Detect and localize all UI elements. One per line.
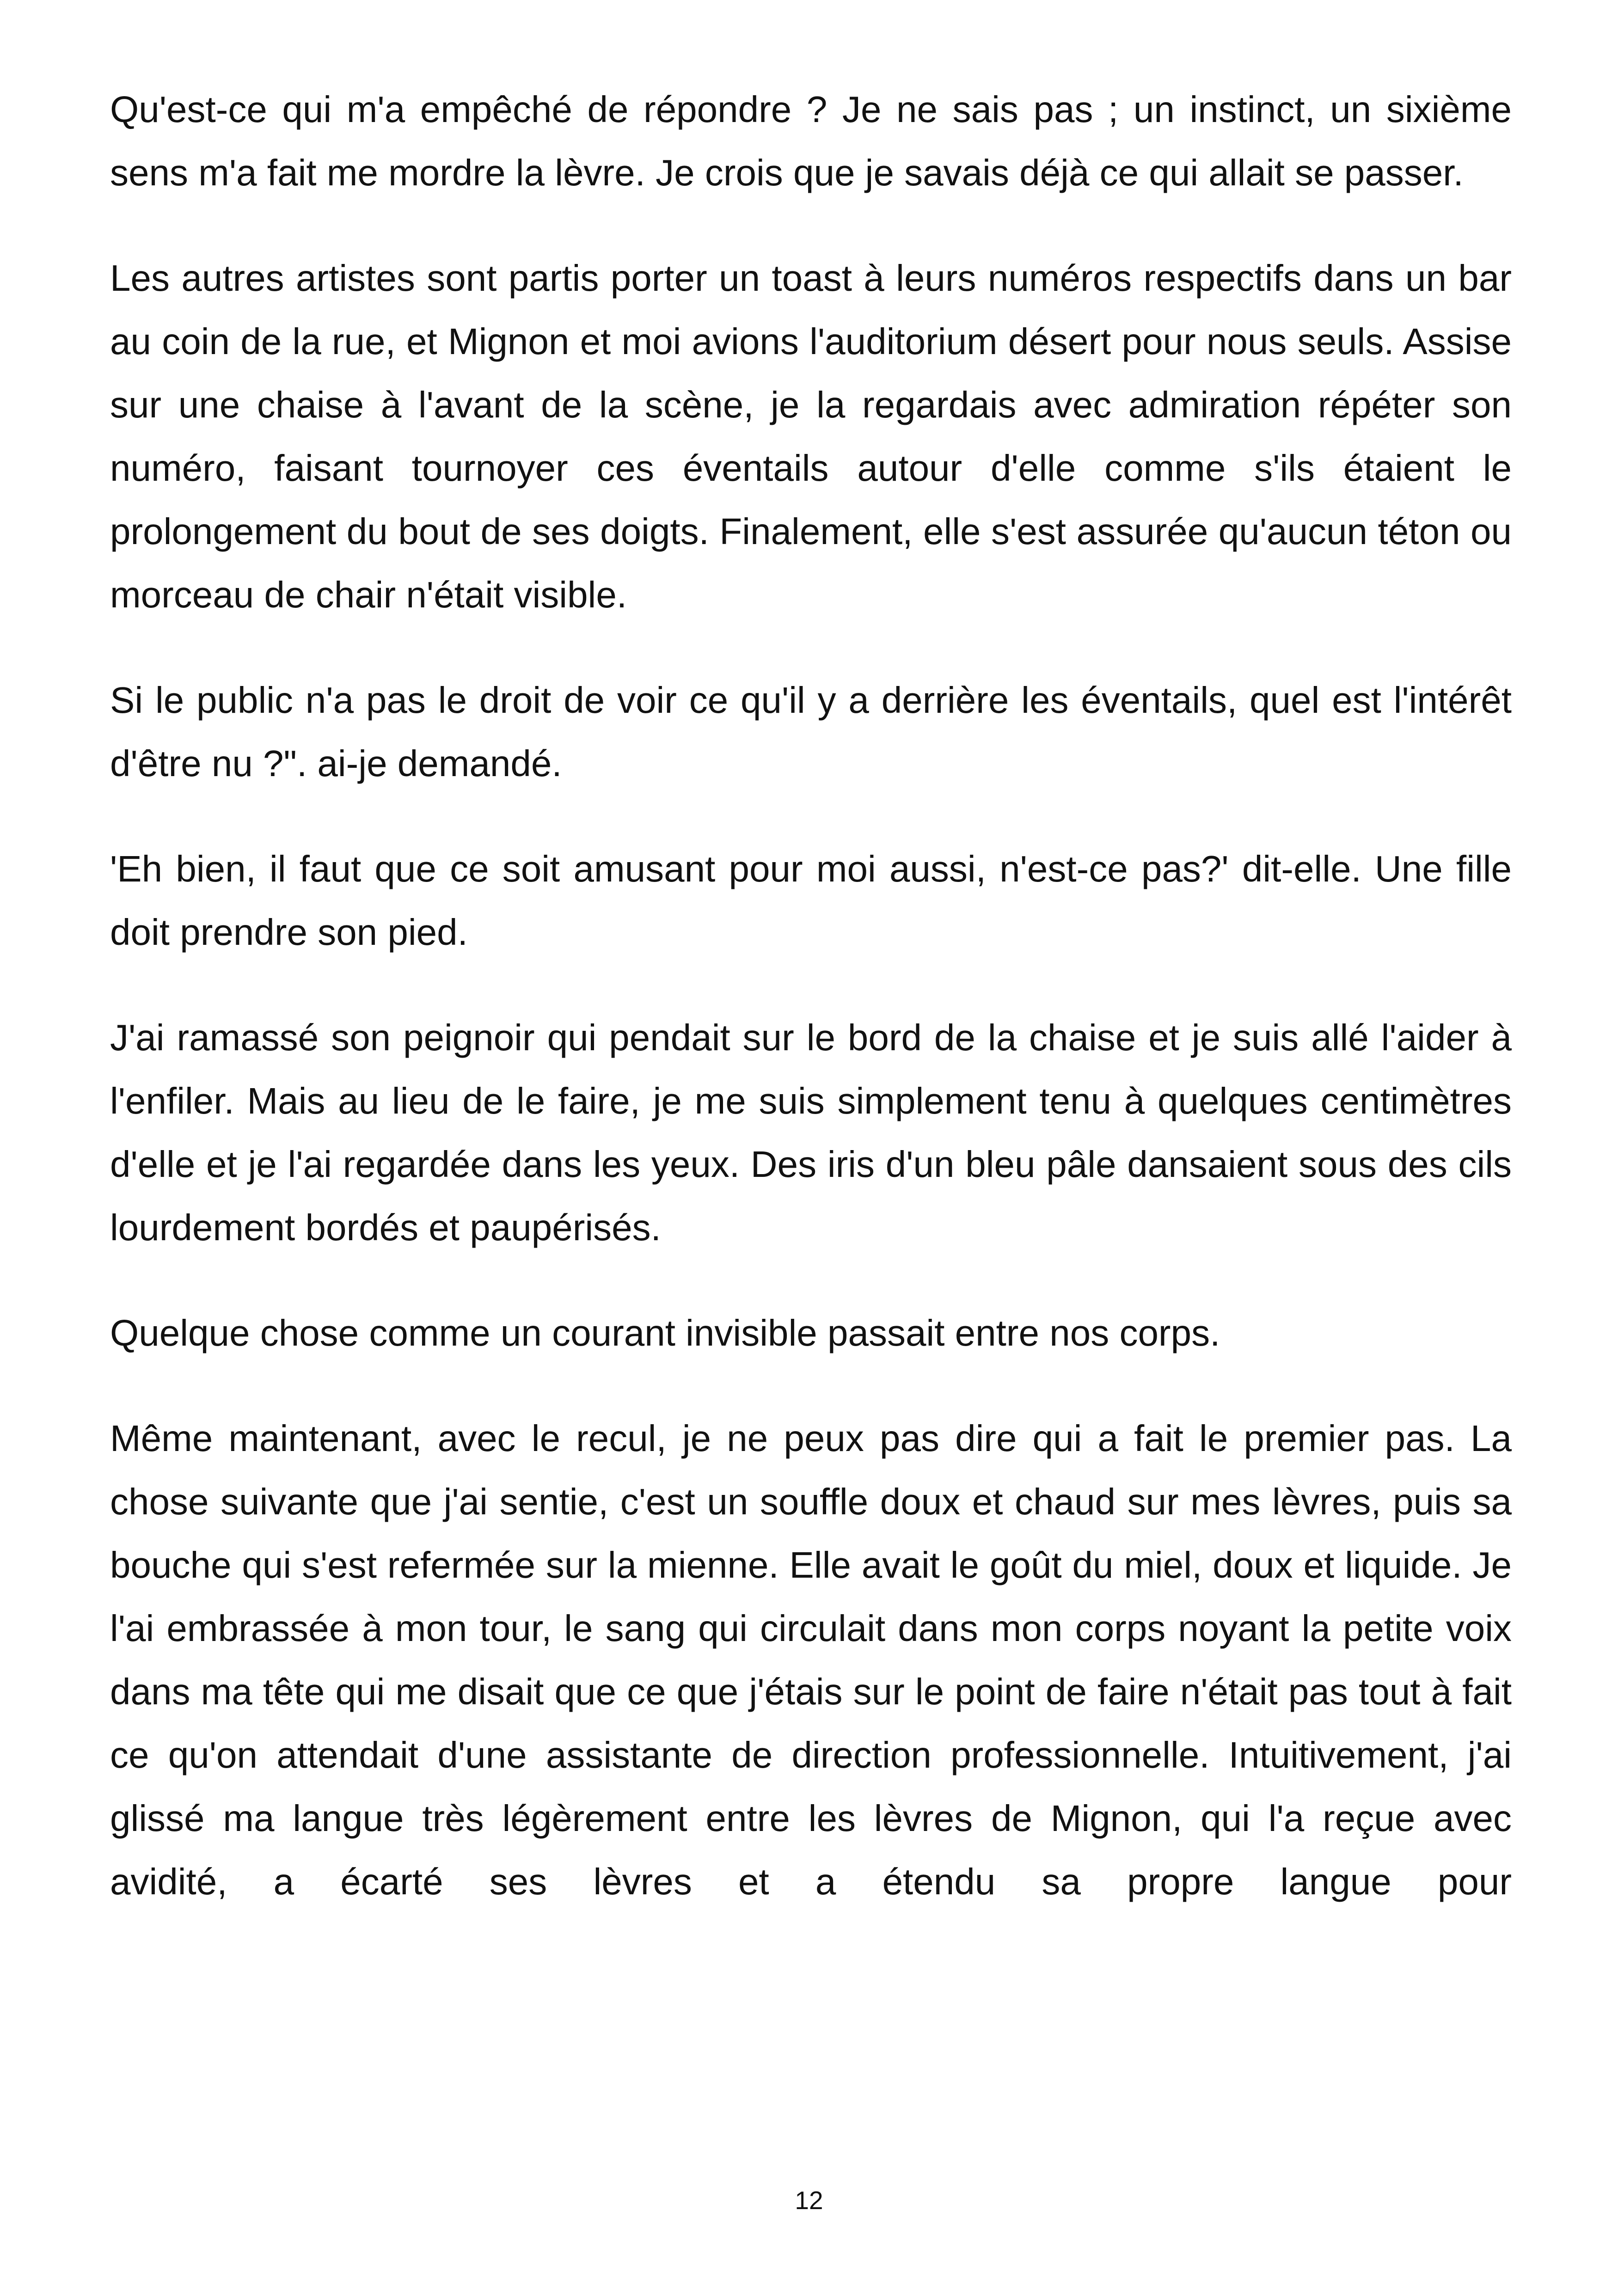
paragraph-6: Quelque chose comme un courant invisible passait entre nos corps. <box>110 1312 1220 1353</box>
paragraph-5: J'ai ramassé son peignoir qui pendait sur le bord de la chaise et je suis allé l'aider à l'enfiler. Mais au lieu de le faire, je me suis simplement tenu à quelques centimètres d'elle et je l'ai regardée dans les yeux. Des iris d'un bleu pâle dansaient sous des cils lourdement bordés et paupérisés. <box>110 1017 1512 1248</box>
paragraph-4: 'Eh bien, il faut que ce soit amusant pour moi aussi, n'est-ce pas?' dit-elle. Une fille doit prendre son pied. <box>110 848 1512 953</box>
paragraph-3: Si le public n'a pas le droit de voir ce qu'il y a derrière les éventails, quel est l'intérêt d'être nu ?". ai-je demandé. <box>110 680 1512 784</box>
paragraph-7: Même maintenant, avec le recul, je ne peux pas dire qui a fait le premier pas. La chose suivante que j'ai sentie, c'est un souffle doux et chaud sur mes lèvres, puis sa bouche qui s'est refermée sur la mienne. Elle avait le goût du miel, doux et liquide. Je l'ai embrassée à mon tour, le sang qui circulait dans mon corps noyant la petite voix dans ma tête qui me disait que ce que j'étais sur le point de faire n'était pas tout à fait ce qu'on attendait d'une assistante de direction professionnelle. Intuitivement, j'ai glissé ma langue très légèrement entre les lèvres de Mignon, qui l'a reçue avec avidité, a écarté ses lèvres et a étendu sa propre langue pour <box>110 1418 1512 1902</box>
page-number: 12 <box>795 2186 823 2215</box>
paragraph-1: Qu'est-ce qui m'a empêché de répondre ? Je ne sais pas ; un instinct, un sixième sens m'a fait me mordre la lèvre. Je crois que je savais déjà ce qui allait se passer. <box>110 89 1512 193</box>
paragraph-2: Les autres artistes sont partis porter un toast à leurs numéros respectifs dans un bar au coin de la rue, et Mignon et moi avions l'auditorium désert pour nous seuls. Assise sur une chaise à l'avant de la scène, je la regardais avec admiration répéter son numéro, faisant tournoyer ces éventails autour d'elle comme s'ils étaient le prolongement du bout de ses doigts. Finalement, elle s'est assurée qu'aucun téton ou morceau de chair n'était visible. <box>110 257 1512 615</box>
body-text <box>110 78 1512 1913</box>
